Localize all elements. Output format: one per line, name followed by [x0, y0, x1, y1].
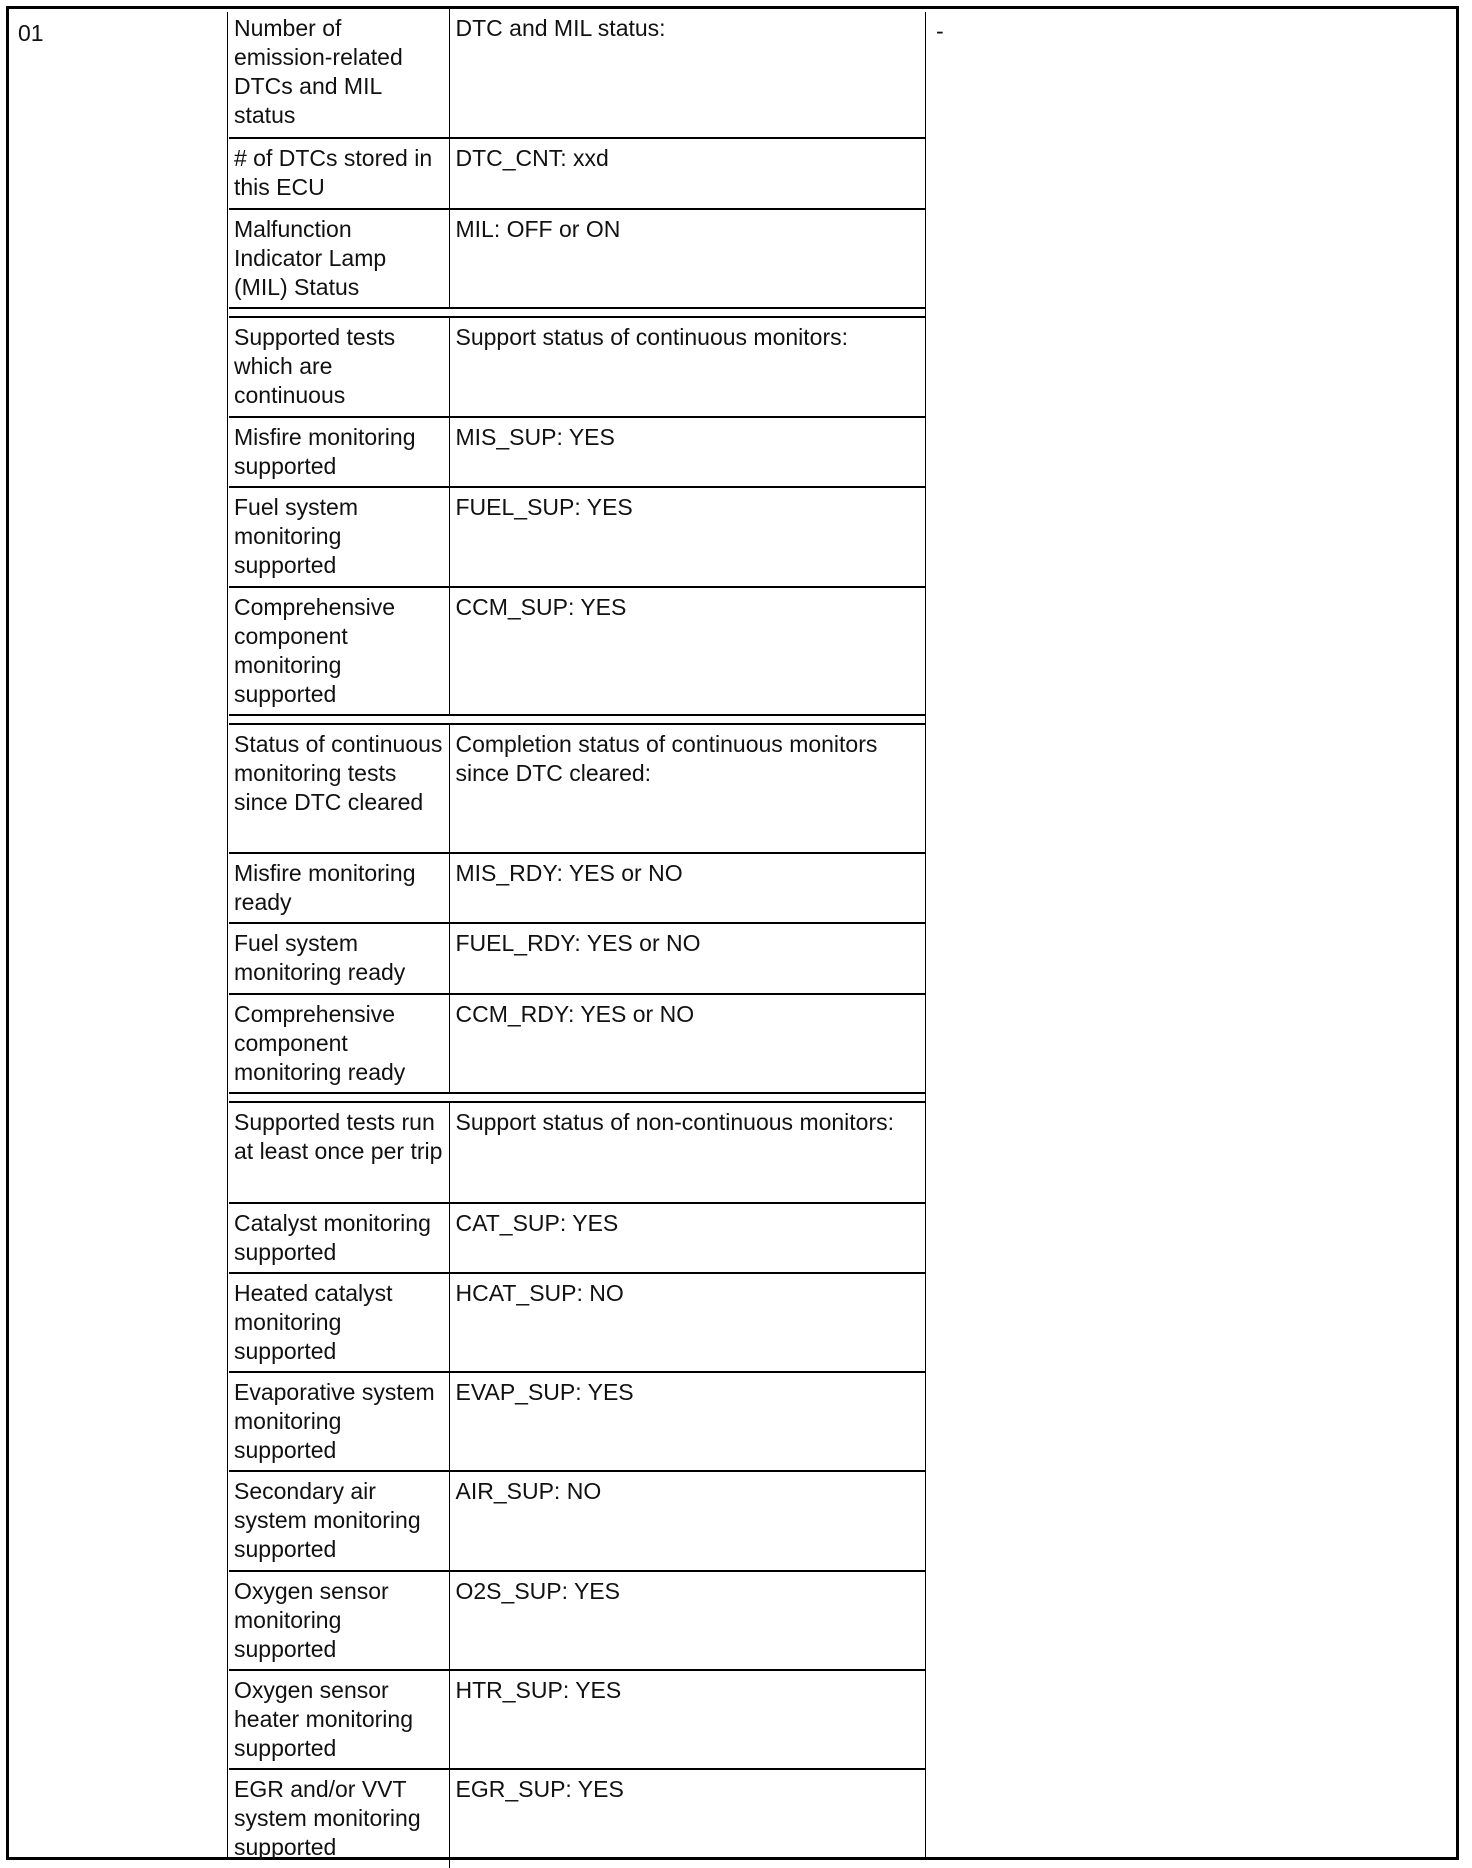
parameter-value: MIS_SUP: YES [449, 417, 926, 487]
parameter-value: Support status of continuous monitors: [449, 317, 926, 417]
parameter-description: Comprehensive component monitoring supported [229, 587, 449, 715]
table-row [229, 1372, 926, 1471]
notes-cell: - [925, 12, 1456, 1857]
parameter-value: Completion status of continuous monitors since DTC cleared: [449, 724, 926, 853]
parameter-description: Secondary air system monitoring supported [229, 1471, 449, 1571]
parameter-description: Fuel system monitoring ready [229, 923, 449, 994]
parameter-value: FUEL_SUP: YES [449, 487, 926, 587]
parameter-value: HCAT_SUP: NO [449, 1273, 926, 1372]
parameter-value: DTC and MIL status: [449, 9, 926, 138]
parameter-description: Malfunction Indicator Lamp (MIL) Status [229, 209, 449, 308]
parameter-description: Oxygen sensor heater monitoring supported [229, 1670, 449, 1769]
parameter-value: CCM_SUP: YES [449, 587, 926, 715]
table-row [229, 417, 926, 487]
section-divider [229, 715, 926, 724]
parameter-description: Comprehensive component monitoring ready [229, 994, 449, 1093]
table-row [229, 1203, 926, 1273]
parameter-value: EGR_SUP: YES [455, 1776, 624, 1802]
section-divider [229, 1093, 926, 1102]
table-row [229, 1102, 926, 1203]
table-row [229, 1471, 926, 1571]
parameter-description: EGR and/or VVT system monitoring supported [229, 1769, 449, 1868]
table-row [229, 1571, 926, 1670]
parameter-description: # of DTCs stored in this ECU [229, 138, 449, 209]
parameter-value: DTC_CNT: xxd [449, 138, 926, 209]
table-row [229, 317, 926, 417]
parameter-description: Status of continuous monitoring tests since DTC cleared [229, 724, 449, 853]
parameter-value: HTR_SUP: YES [449, 1670, 926, 1769]
parameter-value: MIL: OFF or ON [449, 209, 926, 308]
parameter-value: CCM_RDY: YES or NO [449, 994, 926, 1093]
table-row [229, 1273, 926, 1372]
section-divider [229, 308, 926, 317]
table-row [229, 1769, 926, 1868]
parameter-value: FUEL_RDY: YES or NO [449, 923, 926, 994]
table-row [229, 587, 926, 715]
parameter-description: Supported tests run at least once per trip [229, 1102, 449, 1203]
parameter-description: Supported tests which are continuous [229, 317, 449, 417]
parameter-value: MIS_RDY: YES or NO [449, 853, 926, 923]
table-row [229, 487, 926, 587]
pid-cell: 01 [12, 12, 228, 1857]
parameter-description: Fuel system monitoring supported [229, 487, 449, 587]
table-row [229, 1670, 926, 1769]
parameter-value: O2S_SUP: YES [449, 1571, 926, 1670]
parameter-table [229, 9, 926, 1868]
parameter-description: Misfire monitoring ready [229, 853, 449, 923]
parameter-value: Support status of non-continuous monitors: [449, 1102, 926, 1203]
table-row [229, 853, 926, 923]
table-row [229, 209, 926, 308]
table-row [229, 9, 926, 138]
table-row [229, 923, 926, 994]
table-row [229, 994, 926, 1093]
parameter-description: Evaporative system monitoring supported [229, 1372, 449, 1471]
parameter-value: CAT_SUP: YES [449, 1203, 926, 1273]
parameter-description: Misfire monitoring supported [229, 417, 449, 487]
parameter-description: Oxygen sensor monitoring supported [229, 1571, 449, 1670]
parameter-value: AIR_SUP: NO [449, 1471, 926, 1571]
parameter-description: Catalyst monitoring supported [229, 1203, 449, 1273]
parameter-description: Number of emission-related DTCs and MIL status [229, 9, 449, 138]
table-row [229, 138, 926, 209]
pid-table [6, 6, 1459, 1860]
parameter-value: EVAP_SUP: YES [449, 1372, 926, 1471]
table-row [229, 724, 926, 853]
parameter-description: Heated catalyst monitoring supported [229, 1273, 449, 1372]
